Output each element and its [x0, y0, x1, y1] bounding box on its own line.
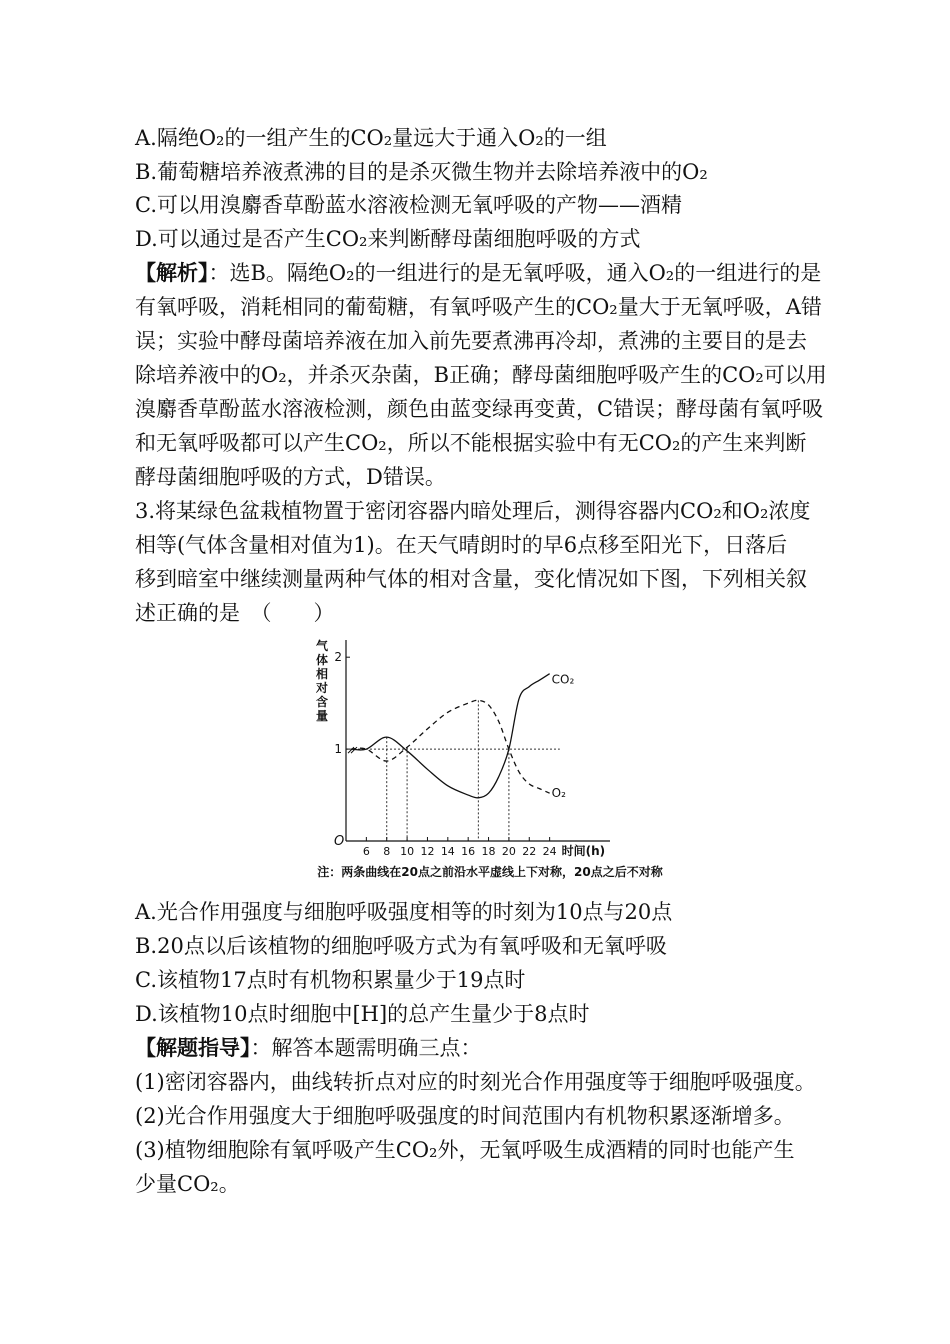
guide-lines [346, 700, 560, 841]
y-label-char: 体 [315, 653, 329, 667]
q2-analysis-line-3: 误；实验中酵母菌培养液在加入前先要煮沸再冷却，煮沸的主要目的是去 [135, 329, 807, 353]
x-tick-label: 18 [481, 845, 496, 858]
y-tick-label: 1 [334, 742, 342, 757]
origin-label: O [334, 834, 345, 849]
q2-analysis-line-5: 溴麝香草酚蓝水溶液检测，颜色由蓝变绿再变黄，C错误；酵母菌有氧呼吸 [135, 397, 824, 421]
q2-option-a: A.隔绝O₂的一组产生的CO₂量远大于通入O₂的一组 [135, 126, 607, 150]
analysis-label: 【解析】 [135, 260, 209, 285]
analysis-text: ：选B。隔绝O₂的一组进行的是无氧呼吸，通入O₂的一组进行的是 [208, 261, 822, 285]
x-tick-label: 20 [501, 845, 516, 858]
guide-point-3b: 少量CO₂。 [135, 1172, 240, 1196]
chart-note: 注：两条曲线在20点之前沿水平虚线上下对称，20点之后不对称 [317, 865, 663, 879]
y-tick-label: 2 [334, 650, 342, 665]
co2-label: CO₂ [551, 672, 575, 687]
q2-analysis-line-2: 有氧呼吸，消耗相同的葡萄糖，有氧呼吸产生的CO₂量大于无氧呼吸，A错 [135, 295, 822, 319]
guide-point-1: (1)密闭容器内，曲线转折点对应的时刻光合作用强度等于细胞呼吸强度。 [135, 1070, 816, 1094]
q2-analysis-line-6: 和无氧呼吸都可以产生CO₂，所以不能根据实验中有无CO₂的产生来判断 [135, 431, 807, 455]
guide-point-3a: (3)植物细胞除有氧呼吸产生CO₂外，无氧呼吸生成酒精的同时也能产生 [135, 1138, 795, 1162]
chart-series [351, 673, 574, 800]
y-label-char: 对 [315, 681, 329, 695]
x-axis-label: 时间(h) [561, 844, 606, 858]
x-tick-label: 8 [383, 845, 391, 858]
q3-option-c: C.该植物17点时有机物积累量少于19点时 [135, 968, 526, 992]
guide-heading [135, 1031, 482, 1065]
x-tick-label: 6 [362, 845, 370, 858]
q3-option-d: D.该植物10点时细胞中[H]的总产生量少于8点时 [135, 1002, 590, 1026]
y-label-char: 相 [315, 667, 329, 681]
q3-stem-line-4: 述正确的是 （ ） [135, 601, 335, 625]
guide-point-2: (2)光合作用强度大于细胞呼吸强度的时间范围内有机物积累逐渐增多。 [135, 1104, 795, 1128]
y-label-char: 气 [315, 639, 329, 653]
y-label-char: 含 [315, 695, 329, 709]
x-tick-label: 16 [461, 845, 476, 858]
x-tick-label: 12 [420, 845, 435, 858]
guide-intro: ：解答本题需明确三点： [250, 1036, 482, 1060]
co2-curve [351, 674, 550, 798]
q3-option-a: A.光合作用强度与细胞呼吸强度相等的时刻为10点与20点 [135, 900, 673, 924]
x-tick-label: 10 [400, 845, 415, 858]
y-axis-label [315, 638, 329, 723]
q3-stem-line-3: 移到暗室中继续测量两种气体的相对含量，变化情况如下图，下列相关叙 [135, 567, 807, 591]
o2-curve [351, 700, 550, 793]
x-tick-label: 22 [522, 845, 537, 858]
q2-option-b: B.葡萄糖培养液煮沸的目的是杀灭微生物并去除培养液中的O₂ [135, 160, 708, 184]
q2-analysis-line-1 [135, 256, 821, 290]
x-tick-label: 24 [542, 845, 557, 858]
axis-break [348, 747, 354, 753]
q2-option-d: D.可以通过是否产生CO₂来判断酵母菌细胞呼吸的方式 [135, 227, 641, 251]
q2-option-c: C.可以用溴麝香草酚蓝水溶液检测无氧呼吸的产物——酒精 [135, 193, 682, 217]
gas-content-chart [280, 628, 700, 883]
y-label-char: 量 [315, 709, 329, 723]
q3-stem-line-1: 3.将某绿色盆栽植物置于密闭容器内暗处理后，测得容器内CO₂和O₂浓度 [135, 499, 811, 523]
o2-label: O₂ [551, 786, 566, 801]
chart-axes [334, 640, 610, 849]
q3-option-b: B.20点以后该植物的细胞呼吸方式为有氧呼吸和无氧呼吸 [135, 934, 667, 958]
q3-stem-line-2: 相等(气体含量相对值为1)。在天气晴朗时的早6点移至阳光下，日落后 [135, 533, 788, 557]
q2-analysis-line-7: 酵母菌细胞呼吸的方式，D错误。 [135, 465, 446, 489]
x-tick-label: 14 [440, 845, 455, 858]
q2-analysis-line-4: 除培养液中的O₂，并杀灭杂菌，B正确；酵母菌细胞呼吸产生的CO₂可以用 [135, 363, 827, 387]
guide-label: 【解题指导】 [135, 1035, 251, 1060]
